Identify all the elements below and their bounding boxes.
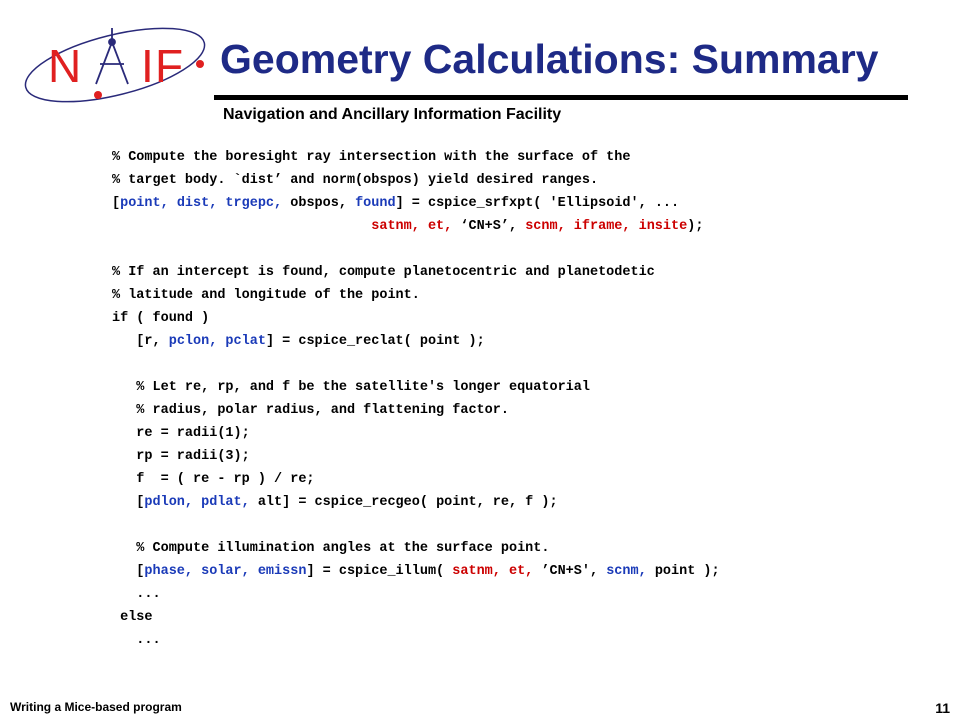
code-token: pclon, pclat xyxy=(168,334,266,349)
code-token: % If an intercept is found, compute planetocentric and planetodetic xyxy=(112,265,655,280)
code-line xyxy=(112,261,720,284)
code-line xyxy=(112,215,720,238)
code-line xyxy=(112,146,720,169)
code-token: else xyxy=(112,610,153,625)
code-line xyxy=(112,445,720,468)
code-token: rp = radii(3); xyxy=(112,449,250,464)
code-token: ... xyxy=(112,633,161,648)
code-token: re = radii(1); xyxy=(112,426,250,441)
logo-f-letter: F xyxy=(155,40,184,92)
code-token: scnm, iframe, insite xyxy=(525,219,688,234)
code-token: ’CN+S', xyxy=(533,564,607,579)
code-token: point ); xyxy=(646,564,720,579)
code-token: % target body. `dist’ and norm(obspos) yield desired ranges. xyxy=(112,173,599,188)
code-line xyxy=(112,169,720,192)
code-block xyxy=(112,146,720,652)
code-token: % Compute the boresight ray intersection with the surface of the xyxy=(112,150,631,165)
code-line xyxy=(112,307,720,330)
code-token: [ xyxy=(112,564,145,579)
page-number: 11 xyxy=(935,700,950,716)
code-line xyxy=(112,537,720,560)
code-token: ... xyxy=(112,587,161,602)
code-token: alt] = cspice_recgeo( point, re, f ); xyxy=(249,495,558,510)
code-line xyxy=(112,192,720,215)
code-token: scnm, xyxy=(606,564,647,579)
code-token: [ xyxy=(112,196,121,211)
code-line xyxy=(112,606,720,629)
logo-i-letter: I xyxy=(141,40,154,92)
code-token: if ( found ) xyxy=(112,311,210,326)
logo-dot-bottom-icon xyxy=(94,91,102,99)
code-line xyxy=(112,238,720,261)
code-token: [r, xyxy=(112,334,169,349)
code-token: ] = cspice_illum( xyxy=(306,564,453,579)
code-token: % radius, polar radius, and flattening factor. xyxy=(112,403,509,418)
code-token: % latitude and longitude of the point. xyxy=(112,288,420,303)
code-token: ); xyxy=(687,219,704,234)
code-line xyxy=(112,491,720,514)
footer-text: Writing a Mice-based program xyxy=(10,700,182,714)
code-line xyxy=(112,514,720,537)
code-token: found xyxy=(355,196,396,211)
code-token: % Compute illumination angles at the surface point. xyxy=(112,541,550,556)
code-line xyxy=(112,353,720,376)
code-line xyxy=(112,583,720,606)
code-line xyxy=(112,629,720,652)
code-token: phase, solar, emissn xyxy=(144,564,307,579)
logo-compass-a-icon xyxy=(96,28,128,84)
code-token: ‘CN+S’, xyxy=(452,219,526,234)
code-token: [ xyxy=(112,495,145,510)
code-line xyxy=(112,560,720,583)
page-title: Geometry Calculations: Summary xyxy=(220,36,879,82)
naif-logo xyxy=(10,20,220,110)
code-token: satnm, et, xyxy=(452,564,534,579)
code-token xyxy=(112,219,371,234)
code-line xyxy=(112,468,720,491)
logo-n-letter: N xyxy=(48,40,82,92)
code-token: % Let re, rp, and f be the satellite's longer equatorial xyxy=(112,380,590,395)
page-subtitle: Navigation and Ancillary Information Facility xyxy=(223,106,562,123)
title-underline xyxy=(214,95,908,100)
code-token: point, dist, trgepc, xyxy=(120,196,283,211)
code-line xyxy=(112,284,720,307)
code-token: ] = cspice_srfxpt( 'Ellipsoid', ... xyxy=(395,196,680,211)
logo-dot-right-icon xyxy=(196,60,204,68)
code-token: f = ( re - rp ) / re; xyxy=(112,472,315,487)
code-token: ] = cspice_reclat( point ); xyxy=(265,334,485,349)
code-line xyxy=(112,399,720,422)
code-token: satnm, et, xyxy=(371,219,453,234)
code-line xyxy=(112,376,720,399)
code-line xyxy=(112,330,720,353)
code-token: obspos, xyxy=(282,196,356,211)
code-line xyxy=(112,422,720,445)
code-token: pdlon, pdlat, xyxy=(144,495,250,510)
